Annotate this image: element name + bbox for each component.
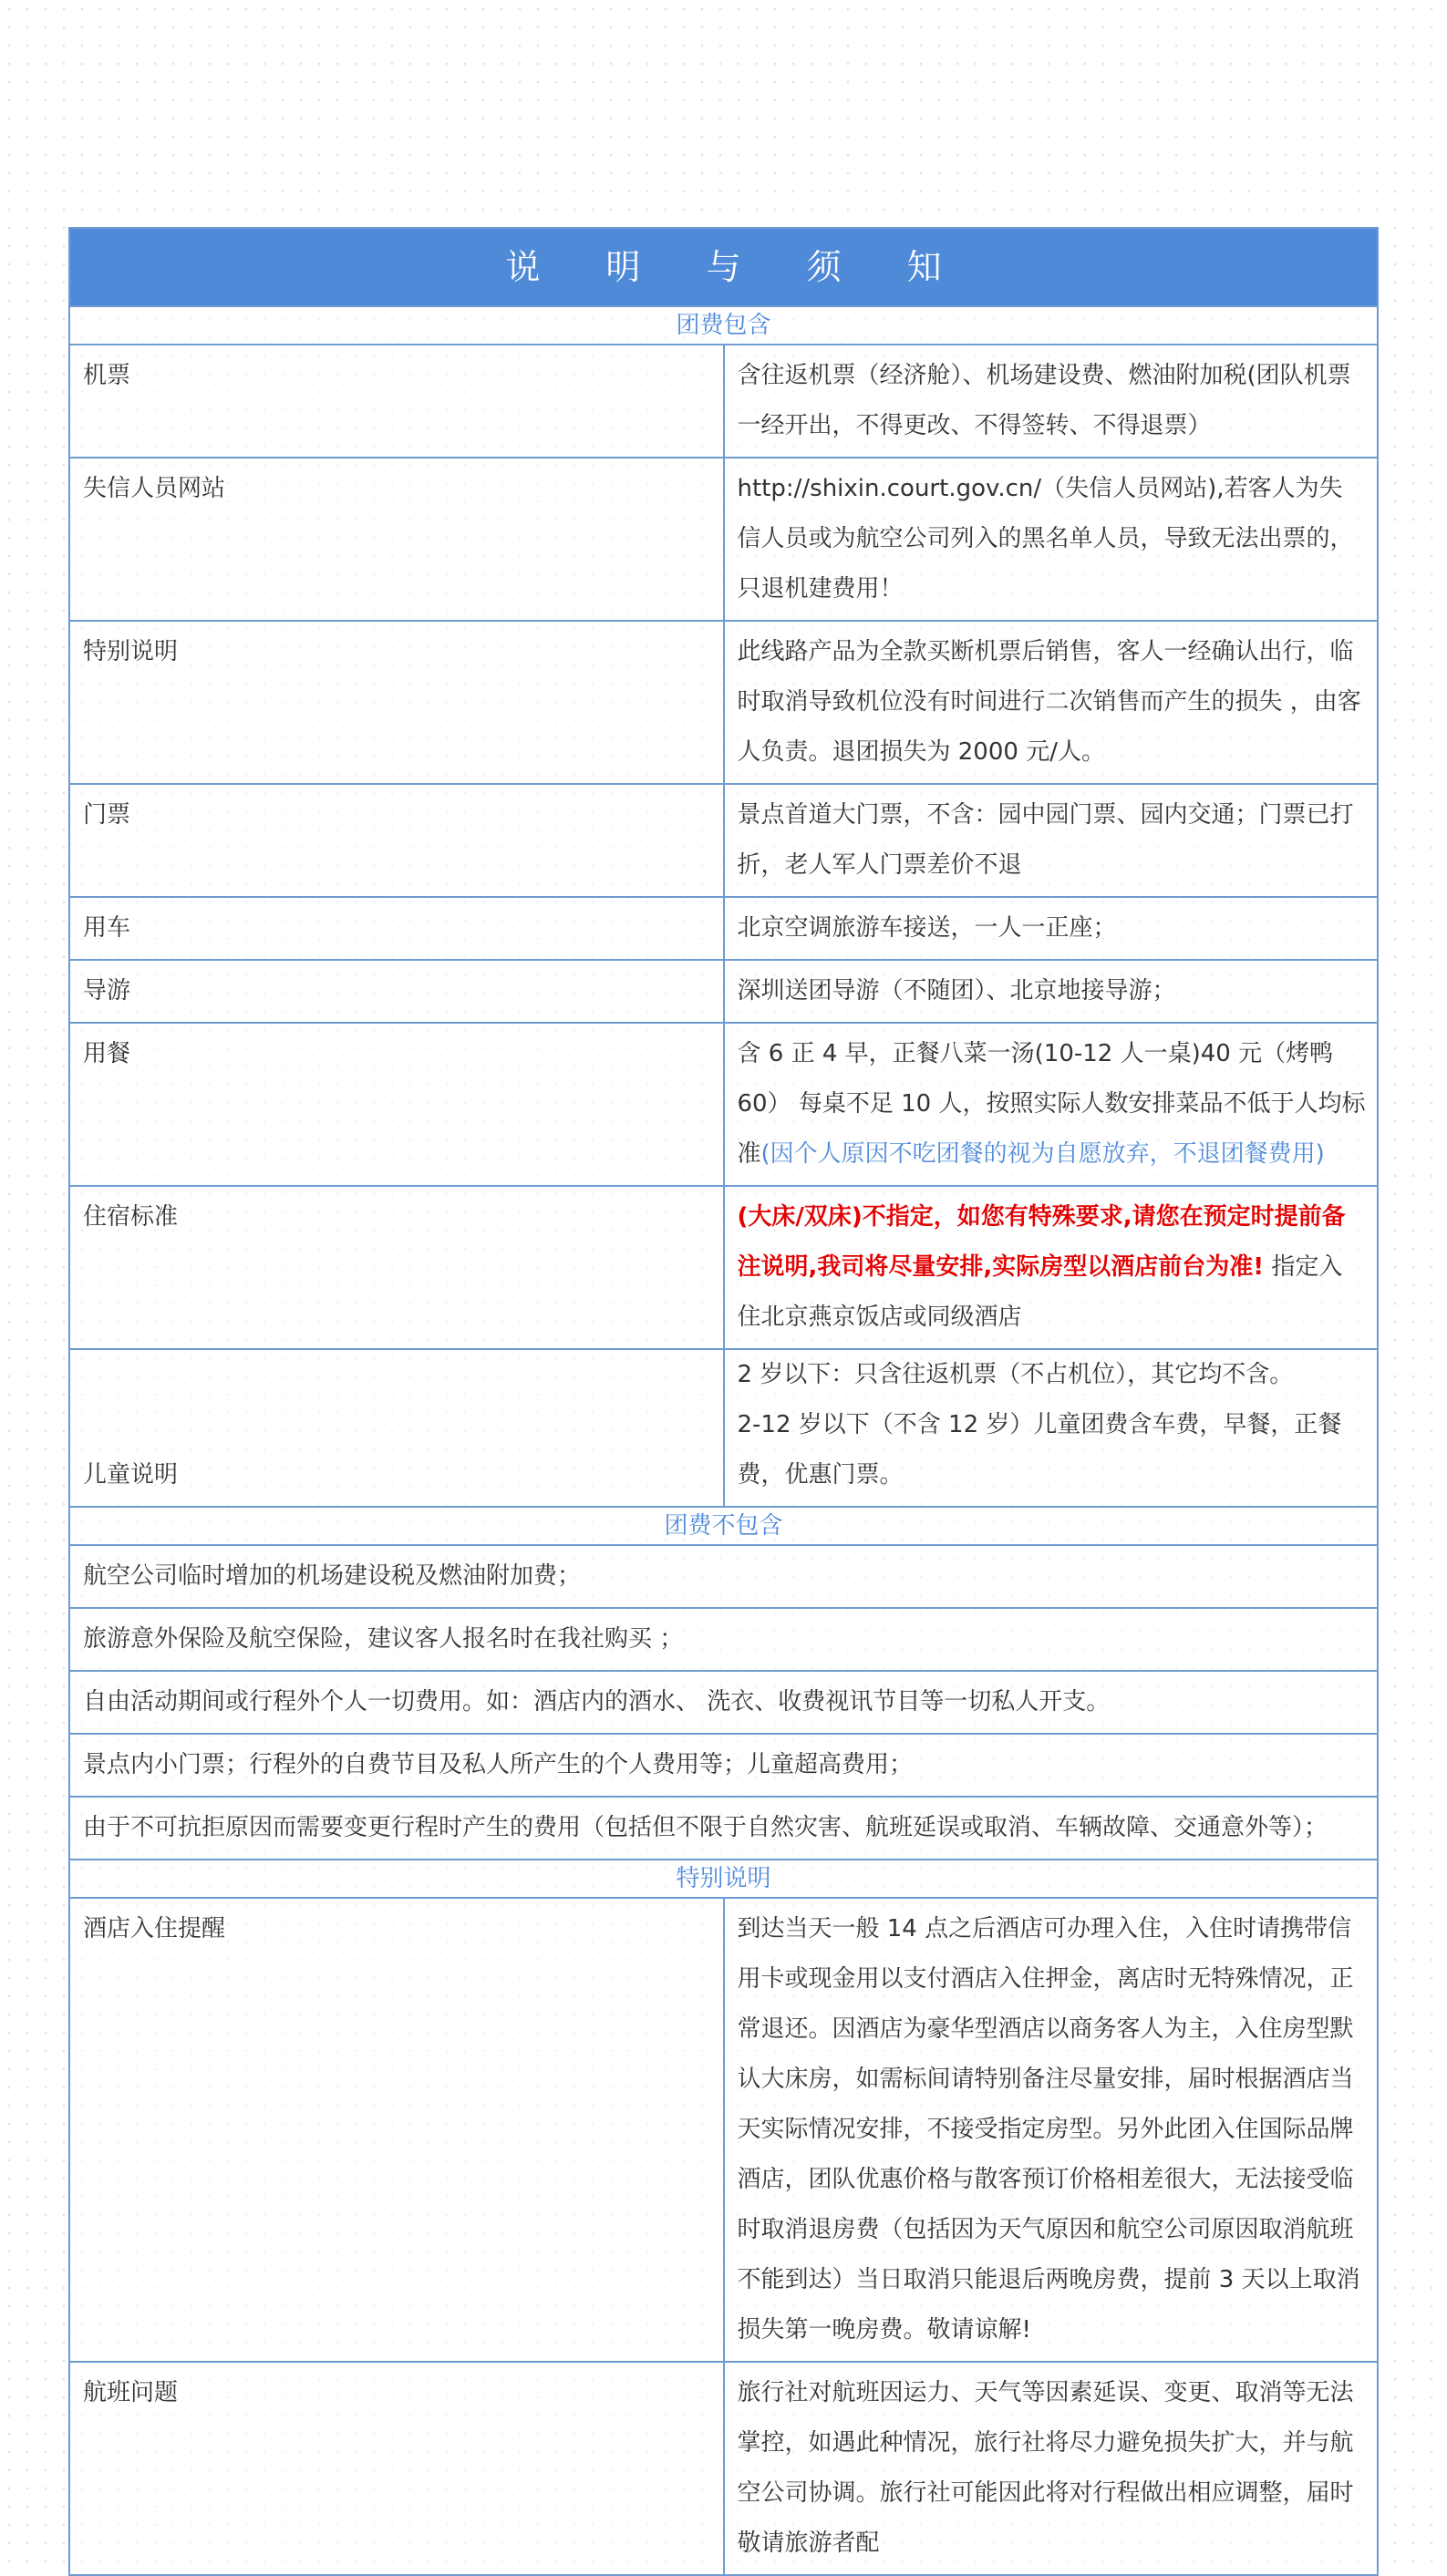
notice-table [68, 227, 1379, 2576]
row-blacklist-site [69, 458, 1378, 621]
section-header-included [69, 306, 1378, 345]
row-label: 用车 [69, 897, 724, 960]
row-vehicle [69, 897, 1378, 960]
row-hotel-checkin [69, 1898, 1378, 2362]
row-guide [69, 960, 1378, 1023]
section-heading: 团费包含 [69, 306, 1378, 345]
excluded-row [69, 1797, 1378, 1860]
row-airfare [69, 345, 1378, 458]
row-content: 自由活动期间或行程外个人一切费用。如：酒店内的酒水、 洗衣、收费视讯节目等一切私人开支。 [69, 1671, 1378, 1734]
row-content [724, 1349, 1379, 1507]
row-label: 失信人员网站 [69, 458, 724, 621]
row-label: 航班问题 [69, 2362, 724, 2575]
row-label: 用餐 [69, 1023, 724, 1186]
row-label: 导游 [69, 960, 724, 1023]
row-label: 门票 [69, 784, 724, 897]
excluded-row [69, 1608, 1378, 1671]
row-label: 酒店入住提醒 [69, 1898, 724, 2362]
section-header-excluded [69, 1507, 1378, 1545]
child-line-2: 2-12 岁以下（不含 12 岁）儿童团费含车费，早餐，正餐费，优惠门票。 [737, 1411, 1342, 1489]
row-children [69, 1349, 1378, 1507]
row-label: 特别说明 [69, 621, 724, 784]
title-row [69, 228, 1378, 306]
meal-note: (因个人原因不吃团餐的视为自愿放弃，不退团餐费用) [760, 1140, 1325, 1168]
page-title: 说 明 与 须 知 [69, 228, 1378, 306]
row-content: 景点内小门票；行程外的自费节目及私人所产生的个人费用等；儿童超高费用； [69, 1734, 1378, 1797]
row-tickets [69, 784, 1378, 897]
row-content: 旅行社对航班因运力、天气等因素延误、变更、取消等无法掌控，如遇此种情况，旅行社将尽力避免损失扩大，并与航空公司协调。旅行社可能因此将对行程做出相应调整，届时敬请旅游者配 [724, 2362, 1379, 2575]
row-content: http://shixin.court.gov.cn/（失信人员网站),若客人为失信人员或为航空公司列入的黑名单人员，导致无法出票的，只退机建费用！ [724, 458, 1379, 621]
row-content [724, 1186, 1379, 1349]
excluded-row [69, 1734, 1378, 1797]
row-label: 机票 [69, 345, 724, 458]
hotel-text: 指定入住北京燕京饭店或同级酒店 [737, 1253, 1343, 1331]
row-flight-issues [69, 2362, 1378, 2575]
row-content [724, 1023, 1379, 1186]
section-heading: 团费不包含 [69, 1507, 1378, 1545]
row-content: 航空公司临时增加的机场建设税及燃油附加费； [69, 1545, 1378, 1608]
section-heading: 特别说明 [69, 1860, 1378, 1898]
hotel-warning-text: (大床/双床)不指定，如您有特殊要求,请您在预定时提前备注说明,我司将尽量安排,实际房型以酒店前台为准! [737, 1203, 1346, 1281]
meal-text: 含 6 正 4 早，正餐八菜一汤(10-12 人一桌)40 元（烤鸭 60） 每桌不足 10 人，按照实际人数安排菜品不低于人均标准 [737, 1040, 1366, 1168]
row-hotel [69, 1186, 1378, 1349]
row-content: 此线路产品为全款买断机票后销售，客人一经确认出行，临时取消导致机位没有时间进行二次销售而产生的损失 ，由客人负责。退团损失为 2000 元/人。 [724, 621, 1379, 784]
row-content: 旅游意外保险及航空保险，建议客人报名时在我社购买 ； [69, 1608, 1378, 1671]
excluded-row [69, 1671, 1378, 1734]
row-content: 含往返机票（经济舱）、机场建设费、燃油附加税(团队机票一经开出，不得更改、不得签转、不得退票） [724, 345, 1379, 458]
row-content: 景点首道大门票，不含：园中园门票、园内交通；门票已打折，老人军人门票差价不退 [724, 784, 1379, 897]
row-special-note [69, 621, 1378, 784]
row-label: 儿童说明 [69, 1349, 724, 1507]
excluded-row [69, 1545, 1378, 1608]
row-content: 由于不可抗拒原因而需要变更行程时产生的费用（包括但不限于自然灾害、航班延误或取消、车辆故障、交通意外等）； [69, 1797, 1378, 1860]
row-content: 北京空调旅游车接送，一人一正座； [724, 897, 1379, 960]
row-content: 深圳送团导游（不随团）、北京地接导游； [724, 960, 1379, 1023]
row-content: 到达当天一般 14 点之后酒店可办理入住，入住时请携带信用卡或现金用以支付酒店入住押金，离店时无特殊情况，正常退还。因酒店为豪华型酒店以商务客人为主，入住房型默认大床房，如需标间请特别备注尽量安排，届时根据酒店当天实际情况安排，不接受指定房型。另外此团入住国际品牌酒店，团队优惠价格与散客预订价格相差很大，无法接受临时取消退房费（包括因为天气原因和航空公司原因取消航班不能到达）当日取消只能退后两晚房费，提前 3 天以上取消损失第一晚房费。敬请谅解! [724, 1898, 1379, 2362]
child-line-1: 2 岁以下：只含往返机票（不占机位），其它均不含。 [737, 1361, 1294, 1388]
section-header-special [69, 1860, 1378, 1898]
row-label: 住宿标准 [69, 1186, 724, 1349]
row-meals [69, 1023, 1378, 1186]
